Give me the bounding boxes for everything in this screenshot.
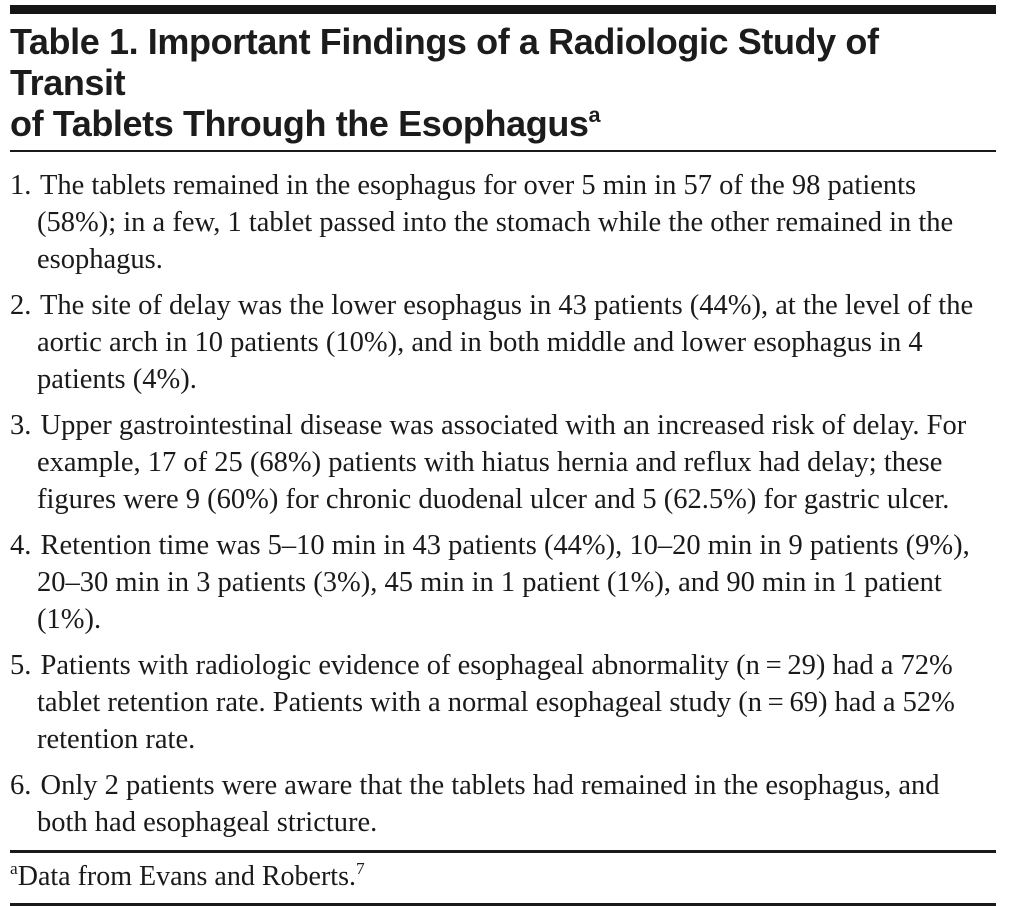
finding-text: The site of delay was the lower esophagus in 43 patients (44%), at the level of the aortic arch in 10 patients (10%), and in both middle and lower esophagus in 4 patients (4%). (37, 290, 974, 395)
footnote-reference-number: 7 (355, 859, 365, 878)
finding-number: 6. (10, 770, 32, 801)
title-divider-rule (10, 150, 996, 152)
finding-number: 4. (10, 530, 32, 561)
finding-text: Only 2 patients were aware that the tablets had remained in the esophagus, and both had esophageal stricture. (37, 770, 940, 838)
finding-number: 1. (10, 170, 32, 201)
finding-number: 2. (10, 290, 32, 321)
table-title (10, 21, 996, 144)
footnote-text: Data from Evans and Roberts. (17, 861, 356, 892)
table-title-footnote-marker: a (588, 102, 601, 127)
table-footnote (10, 853, 996, 903)
footnote-marker: a (10, 859, 18, 878)
finding-item-3 (10, 407, 996, 518)
top-rule-thick (10, 5, 996, 14)
finding-item-6 (10, 767, 996, 841)
findings-list (10, 167, 996, 841)
table-title-line1: Table 1. Important Findings of a Radiologic Study of Transit (10, 21, 879, 103)
finding-item-2 (10, 287, 996, 398)
finding-number: 3. (10, 410, 32, 441)
finding-text: Retention time was 5–10 min in 43 patients (44%), 10–20 min in 9 patients (9%), 20–30 min in 3 patients (3%), 45 min in 1 patient (1%), and 90 min in 1 patient (1%). (37, 530, 970, 635)
finding-item-1 (10, 167, 996, 278)
finding-number: 5. (10, 650, 32, 681)
finding-item-5 (10, 647, 996, 758)
finding-item-4 (10, 527, 996, 638)
table-title-line2: of Tablets Through the Esophagus (10, 103, 589, 144)
finding-text: Upper gastrointestinal disease was associated with an increased risk of delay. For example, 17 of 25 (68%) patients with hiatus hernia and reflux had delay; these figures were 9 (60%) for chronic duodenal ulcer and 5 (62.5%) for gastric ulcer. (37, 410, 967, 515)
finding-text: The tablets remained in the esophagus for over 5 min in 57 of the 98 patients (58%); in a few, 1 tablet passed into the stomach while the other remained in the esophagus. (37, 170, 954, 275)
finding-text: Patients with radiologic evidence of esophageal abnormality (n = 29) had a 72% tablet retention rate. Patients with a normal esophageal study (n = 69) had a 52% retention rate. (37, 650, 955, 755)
